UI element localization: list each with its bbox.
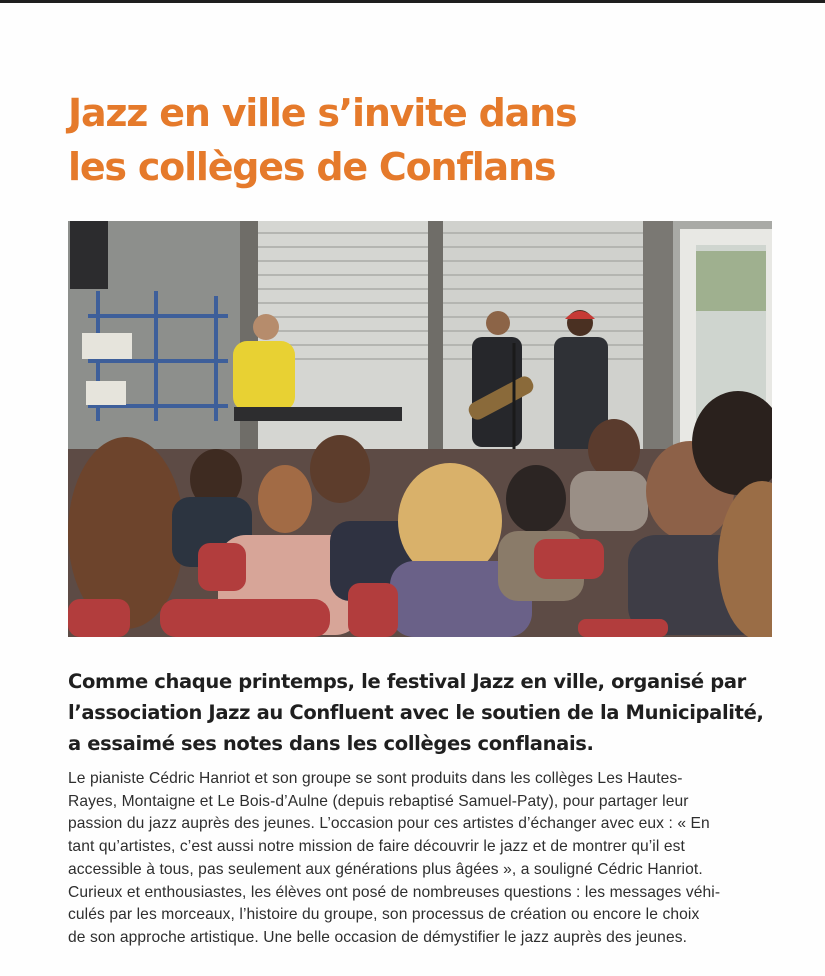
body-line-1: Le pianiste Cédric Hanriot et son groupe se sont produits dans les collèges Les Hautes- xyxy=(68,770,683,787)
lede-line-1: Comme chaque printemps, le festival Jazz en ville, organisé par xyxy=(68,670,746,693)
concert-photo xyxy=(68,221,772,637)
body-line-4: tant qu’artistes, c’est aussi notre mission de faire découvrir le jazz et de montrer qu’il est xyxy=(68,838,685,856)
lede-line-3: a essaimé ses notes dans les collèges conflanais. xyxy=(68,732,594,755)
body-line-8: de son approche artistique. Une belle occasion de démystifier le jazz auprès des jeunes. xyxy=(68,928,688,946)
headline-line-2: les collèges de Conflans xyxy=(68,145,556,189)
article-headline xyxy=(68,86,708,194)
article-body xyxy=(68,768,780,950)
body-line-2: Rayes, Montaigne et Le Bois-d’Aulne (depuis rebaptisé Samuel-Paty), pour partager leur xyxy=(68,792,689,810)
headline-line-1: Jazz en ville s’invite dans xyxy=(68,91,577,135)
article-lede xyxy=(68,666,788,759)
body-line-6: Curieux et enthousiastes, les élèves ont posé de nombreuses questions : les messages véhi- xyxy=(68,883,721,901)
body-line-7: culés par les morceaux, l’histoire du groupe, son processus de création ou encore le choix xyxy=(68,906,700,924)
body-line-5: accessible à tous, pas seulement aux générations plus âgées », a souligné Cédric Hanriot. xyxy=(68,860,703,878)
top-rule xyxy=(0,0,825,3)
body-line-3: passion du jazz auprès des jeunes. L’occasion pour ces artistes d’échanger avec eux : « En xyxy=(68,815,710,833)
lede-line-2: l’association Jazz au Confluent avec le soutien de la Municipalité, xyxy=(68,701,764,724)
